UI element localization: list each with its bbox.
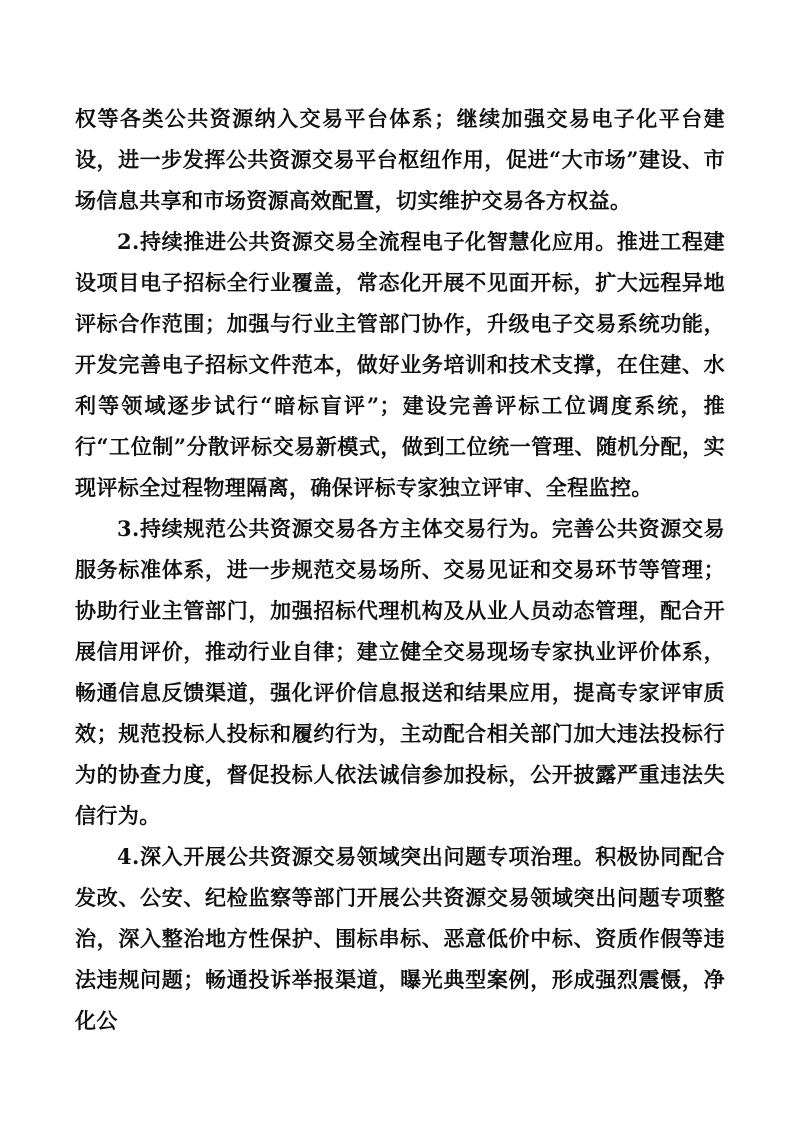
paragraph-item-4: 4.深入开展公共资源交易领域突出问题专项治理。积极协同配合发改、公安、纪检监察等部门开展公共资源交易领域突出问题专项整治，深入整治地方性保护、围标串标、恶意低价中标、资质作假等违法违规问题；畅通投诉举报渠道，曝光典型案例，形成强烈震慑，净化公 xyxy=(75,844,725,1033)
paragraph-continued: 权等各类公共资源纳入交易平台体系；继续加强交易电子化平台建设，进一步发挥公共资源交易平台枢纽作用，促进“大市场”建设、市场信息共享和市场资源高效配置，切实维护交易各方权益。 xyxy=(75,106,725,213)
paragraph-item-2: 2.持续推进公共资源交易全流程电子化智慧化应用。推进工程建设项目电子招标全行业覆盖，常态化开展不见面开标，扩大远程异地评标合作范围；加强与行业主管部门协作，升级电子交易系统功能，开发完善电子招标文件范本，做好业务培训和技术支撑，在住建、水利等领域逐步试行“暗标盲评”；建设完善评标工位调度系统，推行“工位制”分散评标交易新模式，做到工位统一管理、随机分配，实现评标全过程物理隔离，确保评标专家独立评审、全程监控。 xyxy=(75,229,725,500)
document-body xyxy=(75,98,725,1041)
paragraph-item-3: 3.持续规范公共资源交易各方主体交易行为。完善公共资源交易服务标准体系，进一步规范交易场所、交易见证和交易环节等管理；协助行业主管部门，加强招标代理机构及从业人员动态管理，配合开展信用评价，推动行业自律；建立健全交易现场专家执业评价体系，畅通信息反馈渠道，强化评价信息报送和结果应用，提高专家评审质效；规范投标人投标和履约行为，主动配合相关部门加大违法投标行为的协查力度，督促投标人依法诚信参加投标，公开披露严重违法失信行为。 xyxy=(75,516,725,828)
